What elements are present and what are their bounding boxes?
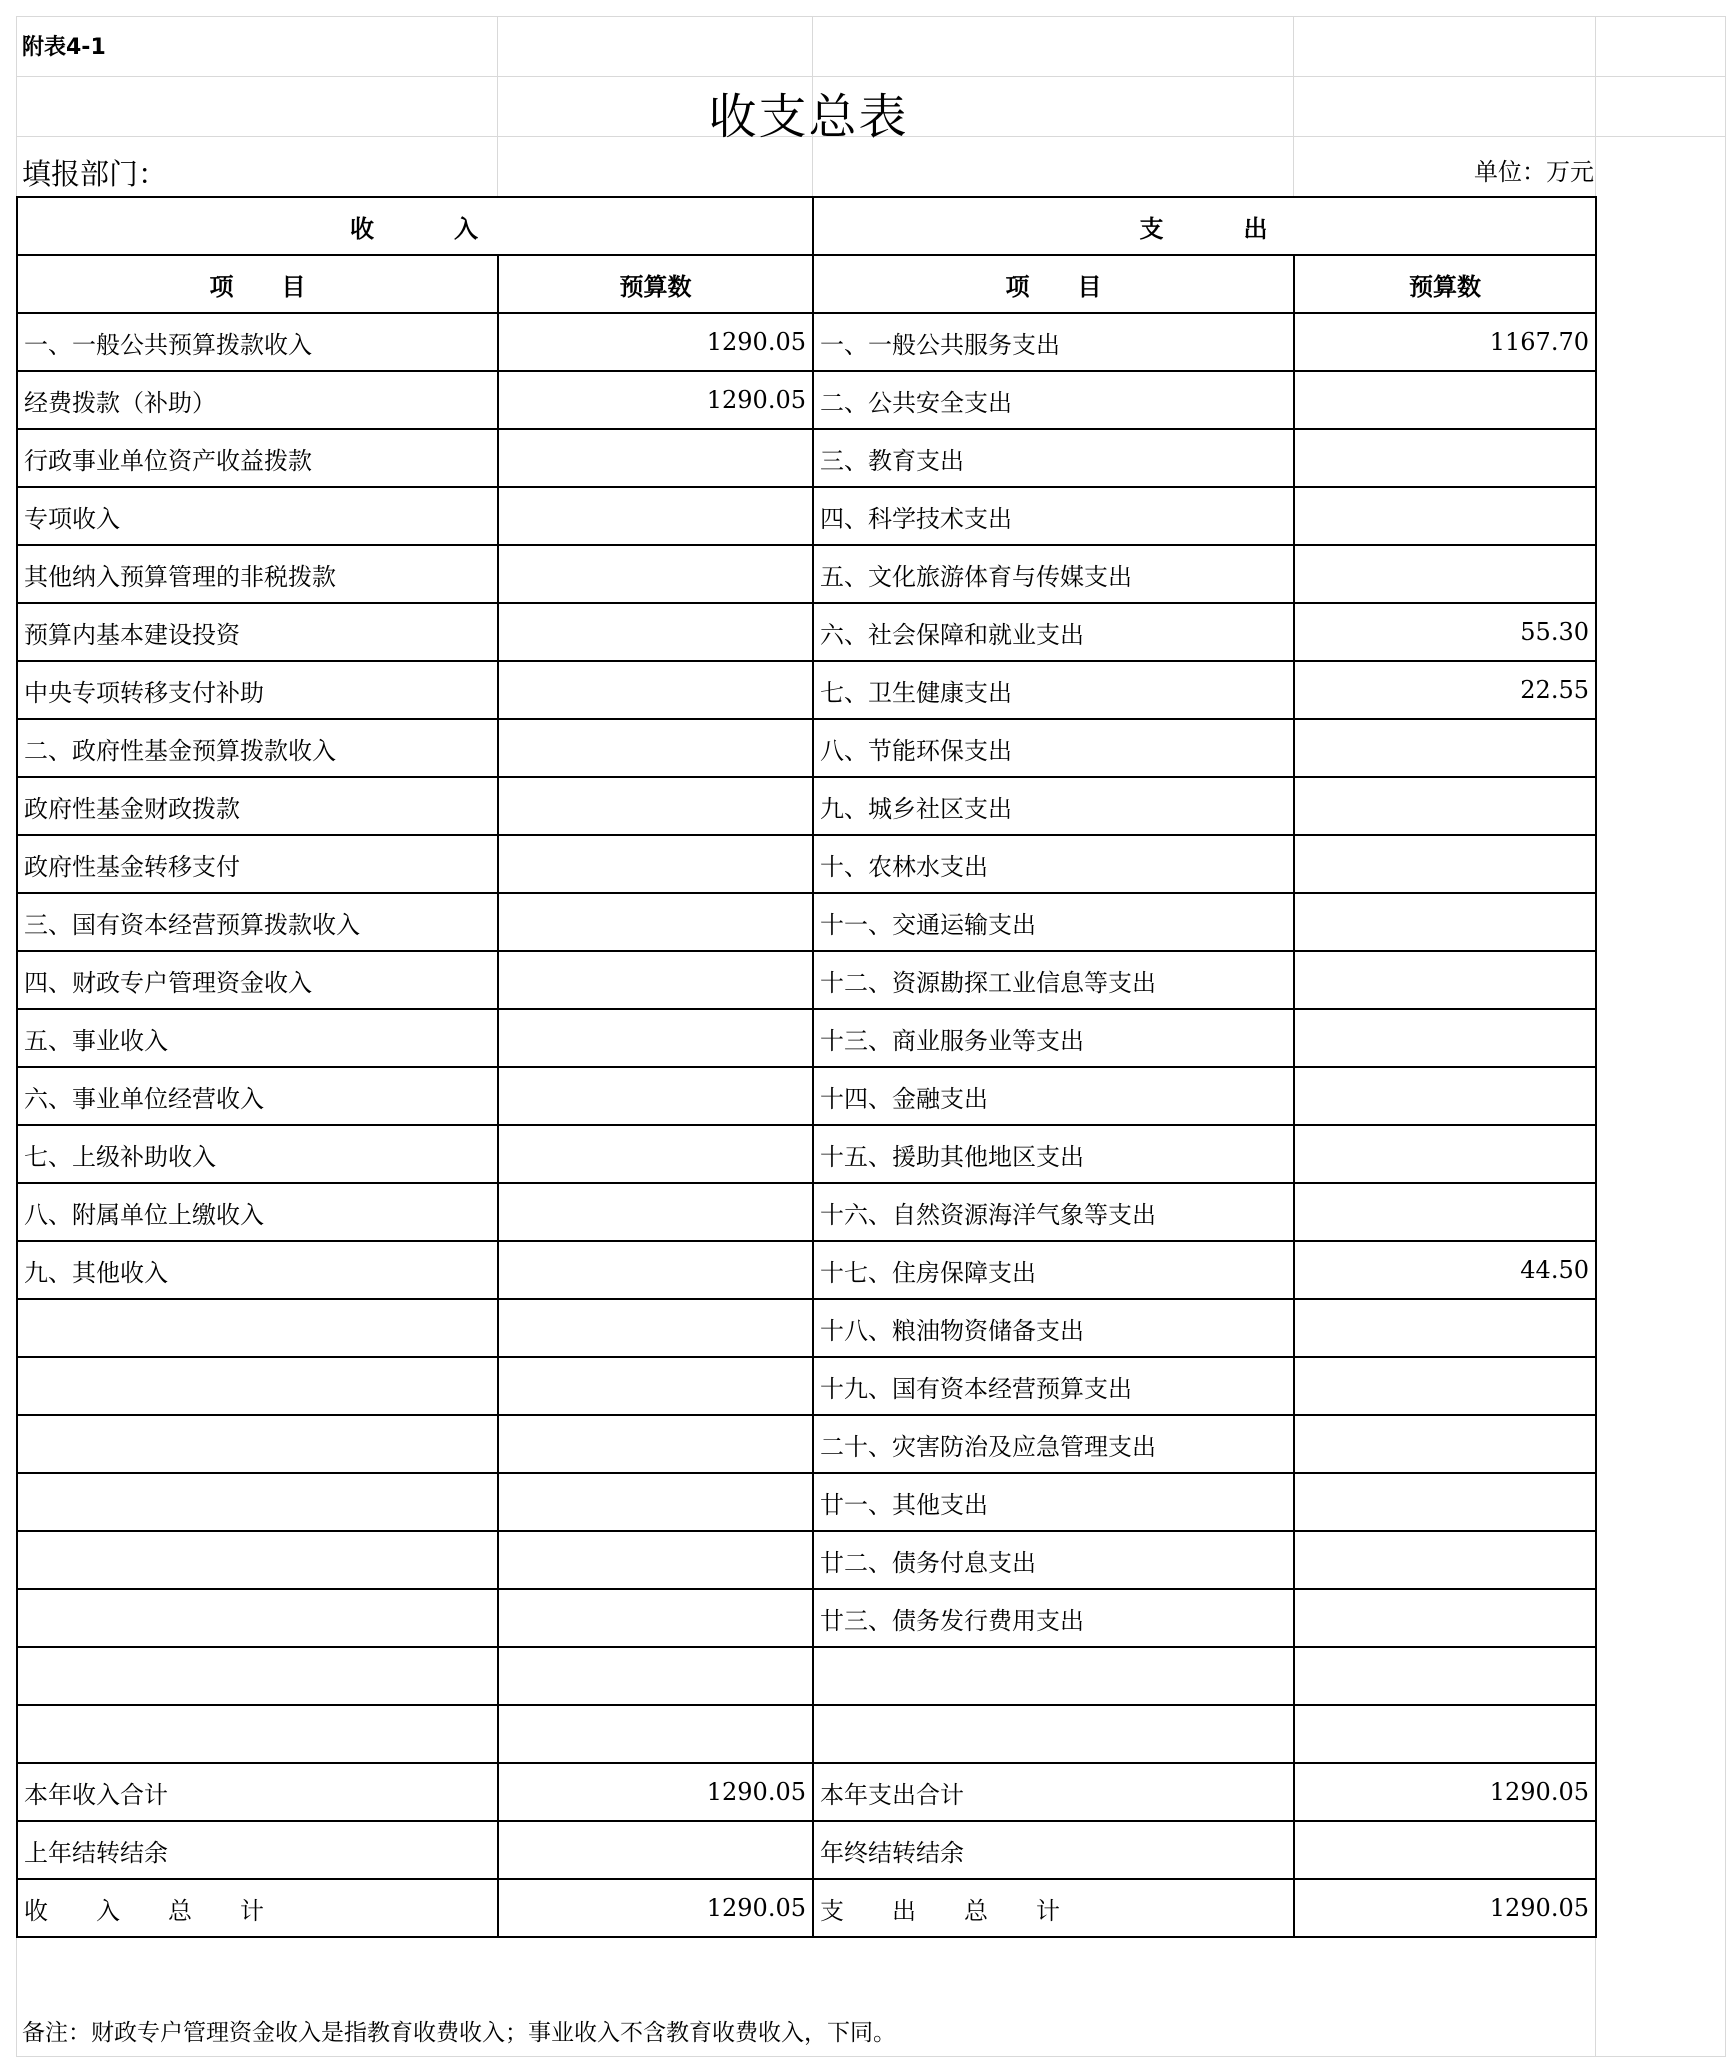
table-row bbox=[17, 1183, 1596, 1241]
expense-budget-cell: 22.55 bbox=[1294, 661, 1596, 719]
income-item-cell bbox=[17, 1357, 498, 1415]
table-row bbox=[17, 1763, 1596, 1821]
income-item-cell bbox=[17, 1589, 498, 1647]
expense-item-cell: 支 出 总 计 bbox=[813, 1879, 1294, 1937]
table-row bbox=[17, 371, 1596, 429]
table-row bbox=[17, 1531, 1596, 1589]
table-row bbox=[17, 1009, 1596, 1067]
income-item-cell bbox=[17, 1473, 498, 1531]
expense-budget-cell bbox=[1294, 487, 1596, 545]
income-item-cell: 八、附属单位上缴收入 bbox=[17, 1183, 498, 1241]
income-budget-cell bbox=[498, 1009, 813, 1067]
income-item-cell: 其他纳入预算管理的非税拨款 bbox=[17, 545, 498, 603]
expense-budget-cell bbox=[1294, 777, 1596, 835]
expense-item-cell: 十七、住房保障支出 bbox=[813, 1241, 1294, 1299]
expense-budget-cell bbox=[1294, 835, 1596, 893]
expense-item-cell: 八、节能环保支出 bbox=[813, 719, 1294, 777]
expense-budget-cell bbox=[1294, 545, 1596, 603]
expense-budget-cell bbox=[1294, 1183, 1596, 1241]
income-budget-cell bbox=[498, 1183, 813, 1241]
expense-budget-cell bbox=[1294, 371, 1596, 429]
income-budget-cell bbox=[498, 1821, 813, 1879]
table-row bbox=[17, 1357, 1596, 1415]
page-title: 收支总表 bbox=[708, 89, 909, 145]
income-budget-cell bbox=[498, 777, 813, 835]
income-item-cell: 二、政府性基金预算拨款收入 bbox=[17, 719, 498, 777]
table-row bbox=[17, 545, 1596, 603]
income-budget-cell bbox=[498, 951, 813, 1009]
footnote: 备注：财政专户管理资金收入是指教育收费收入；事业收入不含教育收费收入，下同。 bbox=[22, 2020, 896, 2046]
income-budget-cell bbox=[498, 545, 813, 603]
income-budget-cell bbox=[498, 1647, 813, 1705]
expense-item-cell bbox=[813, 1647, 1294, 1705]
income-item-cell bbox=[17, 1705, 498, 1763]
income-budget-cell bbox=[498, 603, 813, 661]
expense-budget-cell bbox=[1294, 1067, 1596, 1125]
income-item-cell: 三、国有资本经营预算拨款收入 bbox=[17, 893, 498, 951]
expense-item-cell bbox=[813, 1705, 1294, 1763]
income-item-cell: 本年收入合计 bbox=[17, 1763, 498, 1821]
expense-item-cell: 二、公共安全支出 bbox=[813, 371, 1294, 429]
budget-table bbox=[16, 196, 1597, 1938]
income-budget-cell bbox=[498, 1357, 813, 1415]
table-row bbox=[17, 1241, 1596, 1299]
expense-item-cell: 三、教育支出 bbox=[813, 429, 1294, 487]
expense-item-cell: 六、社会保障和就业支出 bbox=[813, 603, 1294, 661]
unit-label: 单位：万元 bbox=[1474, 158, 1594, 186]
income-budget-cell: 1290.05 bbox=[498, 313, 813, 371]
column-header-row bbox=[17, 255, 1596, 313]
table-row bbox=[17, 1067, 1596, 1125]
expense-item-cell: 十三、商业服务业等支出 bbox=[813, 1009, 1294, 1067]
income-item-cell: 经费拨款（补助） bbox=[17, 371, 498, 429]
income-item-cell: 五、事业收入 bbox=[17, 1009, 498, 1067]
table-row bbox=[17, 603, 1596, 661]
expense-budget-cell: 1167.70 bbox=[1294, 313, 1596, 371]
expense-budget-cell: 1290.05 bbox=[1294, 1763, 1596, 1821]
table-row bbox=[17, 1821, 1596, 1879]
income-item-cell: 一、一般公共预算拨款收入 bbox=[17, 313, 498, 371]
expense-budget-header: 预算数 bbox=[1294, 255, 1596, 313]
expense-budget-cell bbox=[1294, 1705, 1596, 1763]
income-item-cell: 专项收入 bbox=[17, 487, 498, 545]
expense-budget-cell bbox=[1294, 1647, 1596, 1705]
income-item-cell: 七、上级补助收入 bbox=[17, 1125, 498, 1183]
income-item-cell: 政府性基金转移支付 bbox=[17, 835, 498, 893]
table-row bbox=[17, 835, 1596, 893]
expense-item-cell: 十四、金融支出 bbox=[813, 1067, 1294, 1125]
table-row bbox=[17, 1415, 1596, 1473]
expense-budget-cell bbox=[1294, 1009, 1596, 1067]
expense-item-cell: 年终结转结余 bbox=[813, 1821, 1294, 1879]
expense-item-cell: 五、文化旅游体育与传媒支出 bbox=[813, 545, 1294, 603]
expense-budget-cell: 44.50 bbox=[1294, 1241, 1596, 1299]
table-row bbox=[17, 1299, 1596, 1357]
table-row bbox=[17, 429, 1596, 487]
table-row bbox=[17, 1473, 1596, 1531]
income-section-header: 收 入 bbox=[17, 197, 813, 255]
income-item-header: 项 目 bbox=[17, 255, 498, 313]
dept-label: 填报部门： bbox=[22, 157, 168, 191]
income-item-cell bbox=[17, 1531, 498, 1589]
expense-item-cell: 二十、灾害防治及应急管理支出 bbox=[813, 1415, 1294, 1473]
expense-item-cell: 廿一、其他支出 bbox=[813, 1473, 1294, 1531]
expense-budget-cell bbox=[1294, 1473, 1596, 1531]
income-budget-cell bbox=[498, 487, 813, 545]
expense-budget-cell bbox=[1294, 1589, 1596, 1647]
income-budget-cell bbox=[498, 429, 813, 487]
income-item-cell bbox=[17, 1647, 498, 1705]
income-budget-cell bbox=[498, 1705, 813, 1763]
table-row bbox=[17, 951, 1596, 1009]
table-row bbox=[17, 1647, 1596, 1705]
table-row bbox=[17, 661, 1596, 719]
expense-item-cell: 十九、国有资本经营预算支出 bbox=[813, 1357, 1294, 1415]
expense-item-cell: 廿三、债务发行费用支出 bbox=[813, 1589, 1294, 1647]
expense-budget-cell bbox=[1294, 1125, 1596, 1183]
income-item-cell: 上年结转结余 bbox=[17, 1821, 498, 1879]
expense-budget-cell bbox=[1294, 893, 1596, 951]
expense-budget-cell: 55.30 bbox=[1294, 603, 1596, 661]
income-budget-cell bbox=[498, 893, 813, 951]
expense-item-header: 项 目 bbox=[813, 255, 1294, 313]
income-item-cell: 中央专项转移支付补助 bbox=[17, 661, 498, 719]
expense-budget-cell: 1290.05 bbox=[1294, 1879, 1596, 1937]
income-item-cell: 四、财政专户管理资金收入 bbox=[17, 951, 498, 1009]
income-budget-cell: 1290.05 bbox=[498, 1879, 813, 1937]
income-item-cell bbox=[17, 1299, 498, 1357]
income-budget-cell bbox=[498, 1241, 813, 1299]
expense-budget-cell bbox=[1294, 951, 1596, 1009]
income-budget-cell bbox=[498, 1067, 813, 1125]
income-budget-cell bbox=[498, 719, 813, 777]
expense-budget-cell bbox=[1294, 719, 1596, 777]
expense-item-cell: 十、农林水支出 bbox=[813, 835, 1294, 893]
income-budget-cell bbox=[498, 1531, 813, 1589]
income-budget-cell bbox=[498, 1415, 813, 1473]
expense-item-cell: 一、一般公共服务支出 bbox=[813, 313, 1294, 371]
doc-label: 附表4-1 bbox=[22, 35, 106, 60]
expense-item-cell: 廿二、债务付息支出 bbox=[813, 1531, 1294, 1589]
expense-budget-cell bbox=[1294, 1531, 1596, 1589]
expense-item-cell: 十五、援助其他地区支出 bbox=[813, 1125, 1294, 1183]
income-item-cell: 政府性基金财政拨款 bbox=[17, 777, 498, 835]
expense-budget-cell bbox=[1294, 1415, 1596, 1473]
expense-budget-cell bbox=[1294, 1357, 1596, 1415]
table-row bbox=[17, 777, 1596, 835]
table-row bbox=[17, 1705, 1596, 1763]
income-budget-cell bbox=[498, 1589, 813, 1647]
table-row bbox=[17, 313, 1596, 371]
income-budget-cell bbox=[498, 1473, 813, 1531]
income-item-cell: 六、事业单位经营收入 bbox=[17, 1067, 498, 1125]
table-row bbox=[17, 719, 1596, 777]
expense-item-cell: 十二、资源勘探工业信息等支出 bbox=[813, 951, 1294, 1009]
expense-budget-cell bbox=[1294, 429, 1596, 487]
expense-item-cell: 十八、粮油物资储备支出 bbox=[813, 1299, 1294, 1357]
table-row bbox=[17, 1879, 1596, 1937]
section-header-row bbox=[17, 197, 1596, 255]
expense-item-cell: 七、卫生健康支出 bbox=[813, 661, 1294, 719]
expense-item-cell: 九、城乡社区支出 bbox=[813, 777, 1294, 835]
expense-item-cell: 四、科学技术支出 bbox=[813, 487, 1294, 545]
income-budget-cell: 1290.05 bbox=[498, 371, 813, 429]
table-row bbox=[17, 1125, 1596, 1183]
income-budget-header: 预算数 bbox=[498, 255, 813, 313]
income-item-cell: 行政事业单位资产收益拨款 bbox=[17, 429, 498, 487]
income-item-cell bbox=[17, 1415, 498, 1473]
income-budget-cell bbox=[498, 1299, 813, 1357]
income-budget-cell bbox=[498, 835, 813, 893]
income-item-cell: 收 入 总 计 bbox=[17, 1879, 498, 1937]
expense-item-cell: 本年支出合计 bbox=[813, 1763, 1294, 1821]
income-budget-cell bbox=[498, 661, 813, 719]
income-budget-cell bbox=[498, 1125, 813, 1183]
income-budget-cell: 1290.05 bbox=[498, 1763, 813, 1821]
table-row bbox=[17, 1589, 1596, 1647]
income-item-cell: 预算内基本建设投资 bbox=[17, 603, 498, 661]
table-row bbox=[17, 487, 1596, 545]
expense-budget-cell bbox=[1294, 1299, 1596, 1357]
expense-item-cell: 十六、自然资源海洋气象等支出 bbox=[813, 1183, 1294, 1241]
table-row bbox=[17, 893, 1596, 951]
expense-section-header: 支 出 bbox=[813, 197, 1596, 255]
income-item-cell: 九、其他收入 bbox=[17, 1241, 498, 1299]
expense-item-cell: 十一、交通运输支出 bbox=[813, 893, 1294, 951]
expense-budget-cell bbox=[1294, 1821, 1596, 1879]
